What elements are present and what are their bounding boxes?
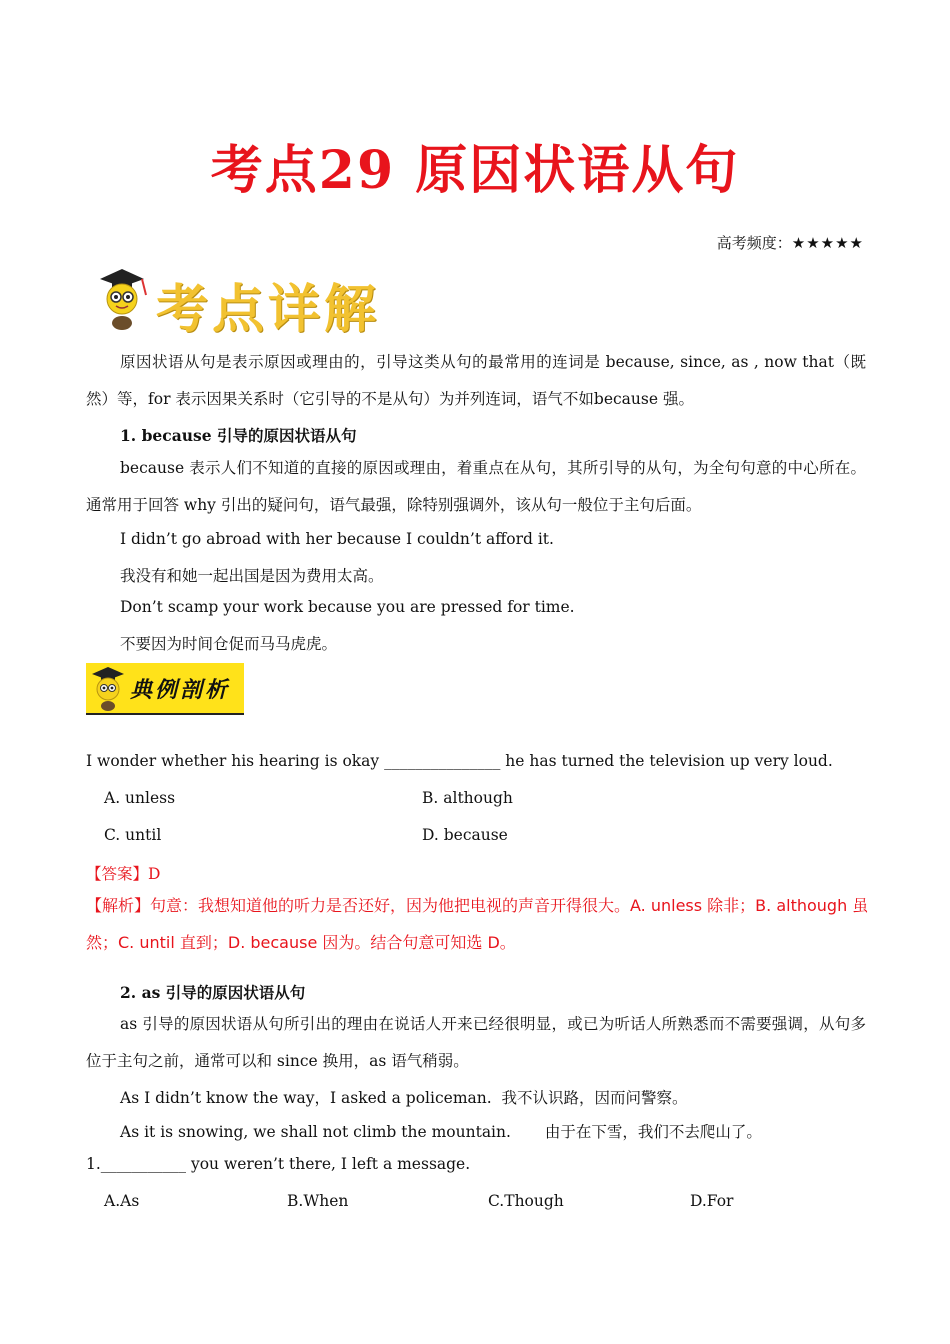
option-a: A. unless <box>104 789 176 807</box>
analysis-text: 句意：我想知道他的听力是否还好，因为他把电视的声音开得很大。A. unless 除非；B. although 虽然；C. until 直到；D. because 因为。结合句意可知选 D。 <box>86 896 869 952</box>
answer-label: 【答案】 <box>86 865 149 883</box>
section2-description: as 引导的原因状语从句所引出的理由在说话人开来已经很明显，或已为听话人所熟悉而不需要强调，从句多位于主句之前，通常可以和 since 换用，as 语气稍弱。 <box>86 1015 866 1070</box>
example-en: As I didn’t know the way，I asked a policeman. <box>120 1089 492 1107</box>
exam-frequency <box>717 232 864 253</box>
option-c: C.Though <box>488 1192 564 1210</box>
frequency-stars: ★★★★★ <box>791 234 864 252</box>
option-c: C. until <box>104 826 162 844</box>
section-banner-details <box>92 265 392 340</box>
example-zh: 由于在下雪，我们不去爬山了。 <box>544 1123 762 1141</box>
option-d: D. because <box>422 826 508 844</box>
frequency-label: 高考频度： <box>716 234 792 252</box>
option-a: A.As <box>104 1192 140 1210</box>
example-en: I didn’t go abroad with her because I couldn’t afford it. <box>120 530 554 548</box>
question-stem: I wonder whether his hearing is okay _______________ he has turned the television up very loud. <box>86 752 833 770</box>
scholar-mascot-icon <box>92 265 152 331</box>
analysis-label: 【解析】 <box>86 896 151 915</box>
example-zh: 我不认识路，因而问警察。 <box>501 1089 688 1107</box>
example-en: As it is snowing, we shall not climb the mountain. <box>120 1123 511 1141</box>
question-stem: 1.___________ you weren’t there, I left a message. <box>86 1155 471 1173</box>
example-en: Don’t scamp your work because you are pressed for time. <box>120 598 575 616</box>
intro-paragraph: 原因状语从句是表示原因或理由的，引导这类从句的最常用的连词是 because, since, as , now that（既然）等，for 表示因果关系时（它引导的不是从句）为并列连词，语气不如because 强。 <box>86 353 866 408</box>
scholar-mascot-icon <box>88 665 128 711</box>
example-line <box>120 1120 762 1142</box>
answer-value: D <box>148 865 161 883</box>
example-line <box>120 1086 688 1108</box>
banner-title: 考点详解 <box>156 279 381 340</box>
example-zh: 不要因为时间仓促而马马虎虎。 <box>120 635 338 653</box>
option-b: B.When <box>287 1192 349 1210</box>
example-zh: 我没有和她一起出国是因为费用太高。 <box>120 567 384 585</box>
page-title: 考点29 原因状语从句 <box>210 140 740 201</box>
section1-heading: 1. because 引导的原因状语从句 <box>120 426 357 445</box>
banner-title: 典例剖析 <box>130 677 231 703</box>
option-b: B. although <box>422 789 513 807</box>
section-banner-examples <box>86 663 244 715</box>
section1-description: because 表示人们不知道的直接的原因或理由，着重点在从句，其所引导的从句，为全句句意的中心所在。通常用于回答 why 引出的疑问句，语气最强，除特别强调外，该从句一般位于主句后面。 <box>86 459 866 514</box>
section2-heading: 2. as 引导的原因状语从句 <box>120 983 306 1002</box>
answer-line <box>86 862 160 884</box>
option-d: D.For <box>690 1192 734 1210</box>
analysis-paragraph <box>86 887 872 961</box>
